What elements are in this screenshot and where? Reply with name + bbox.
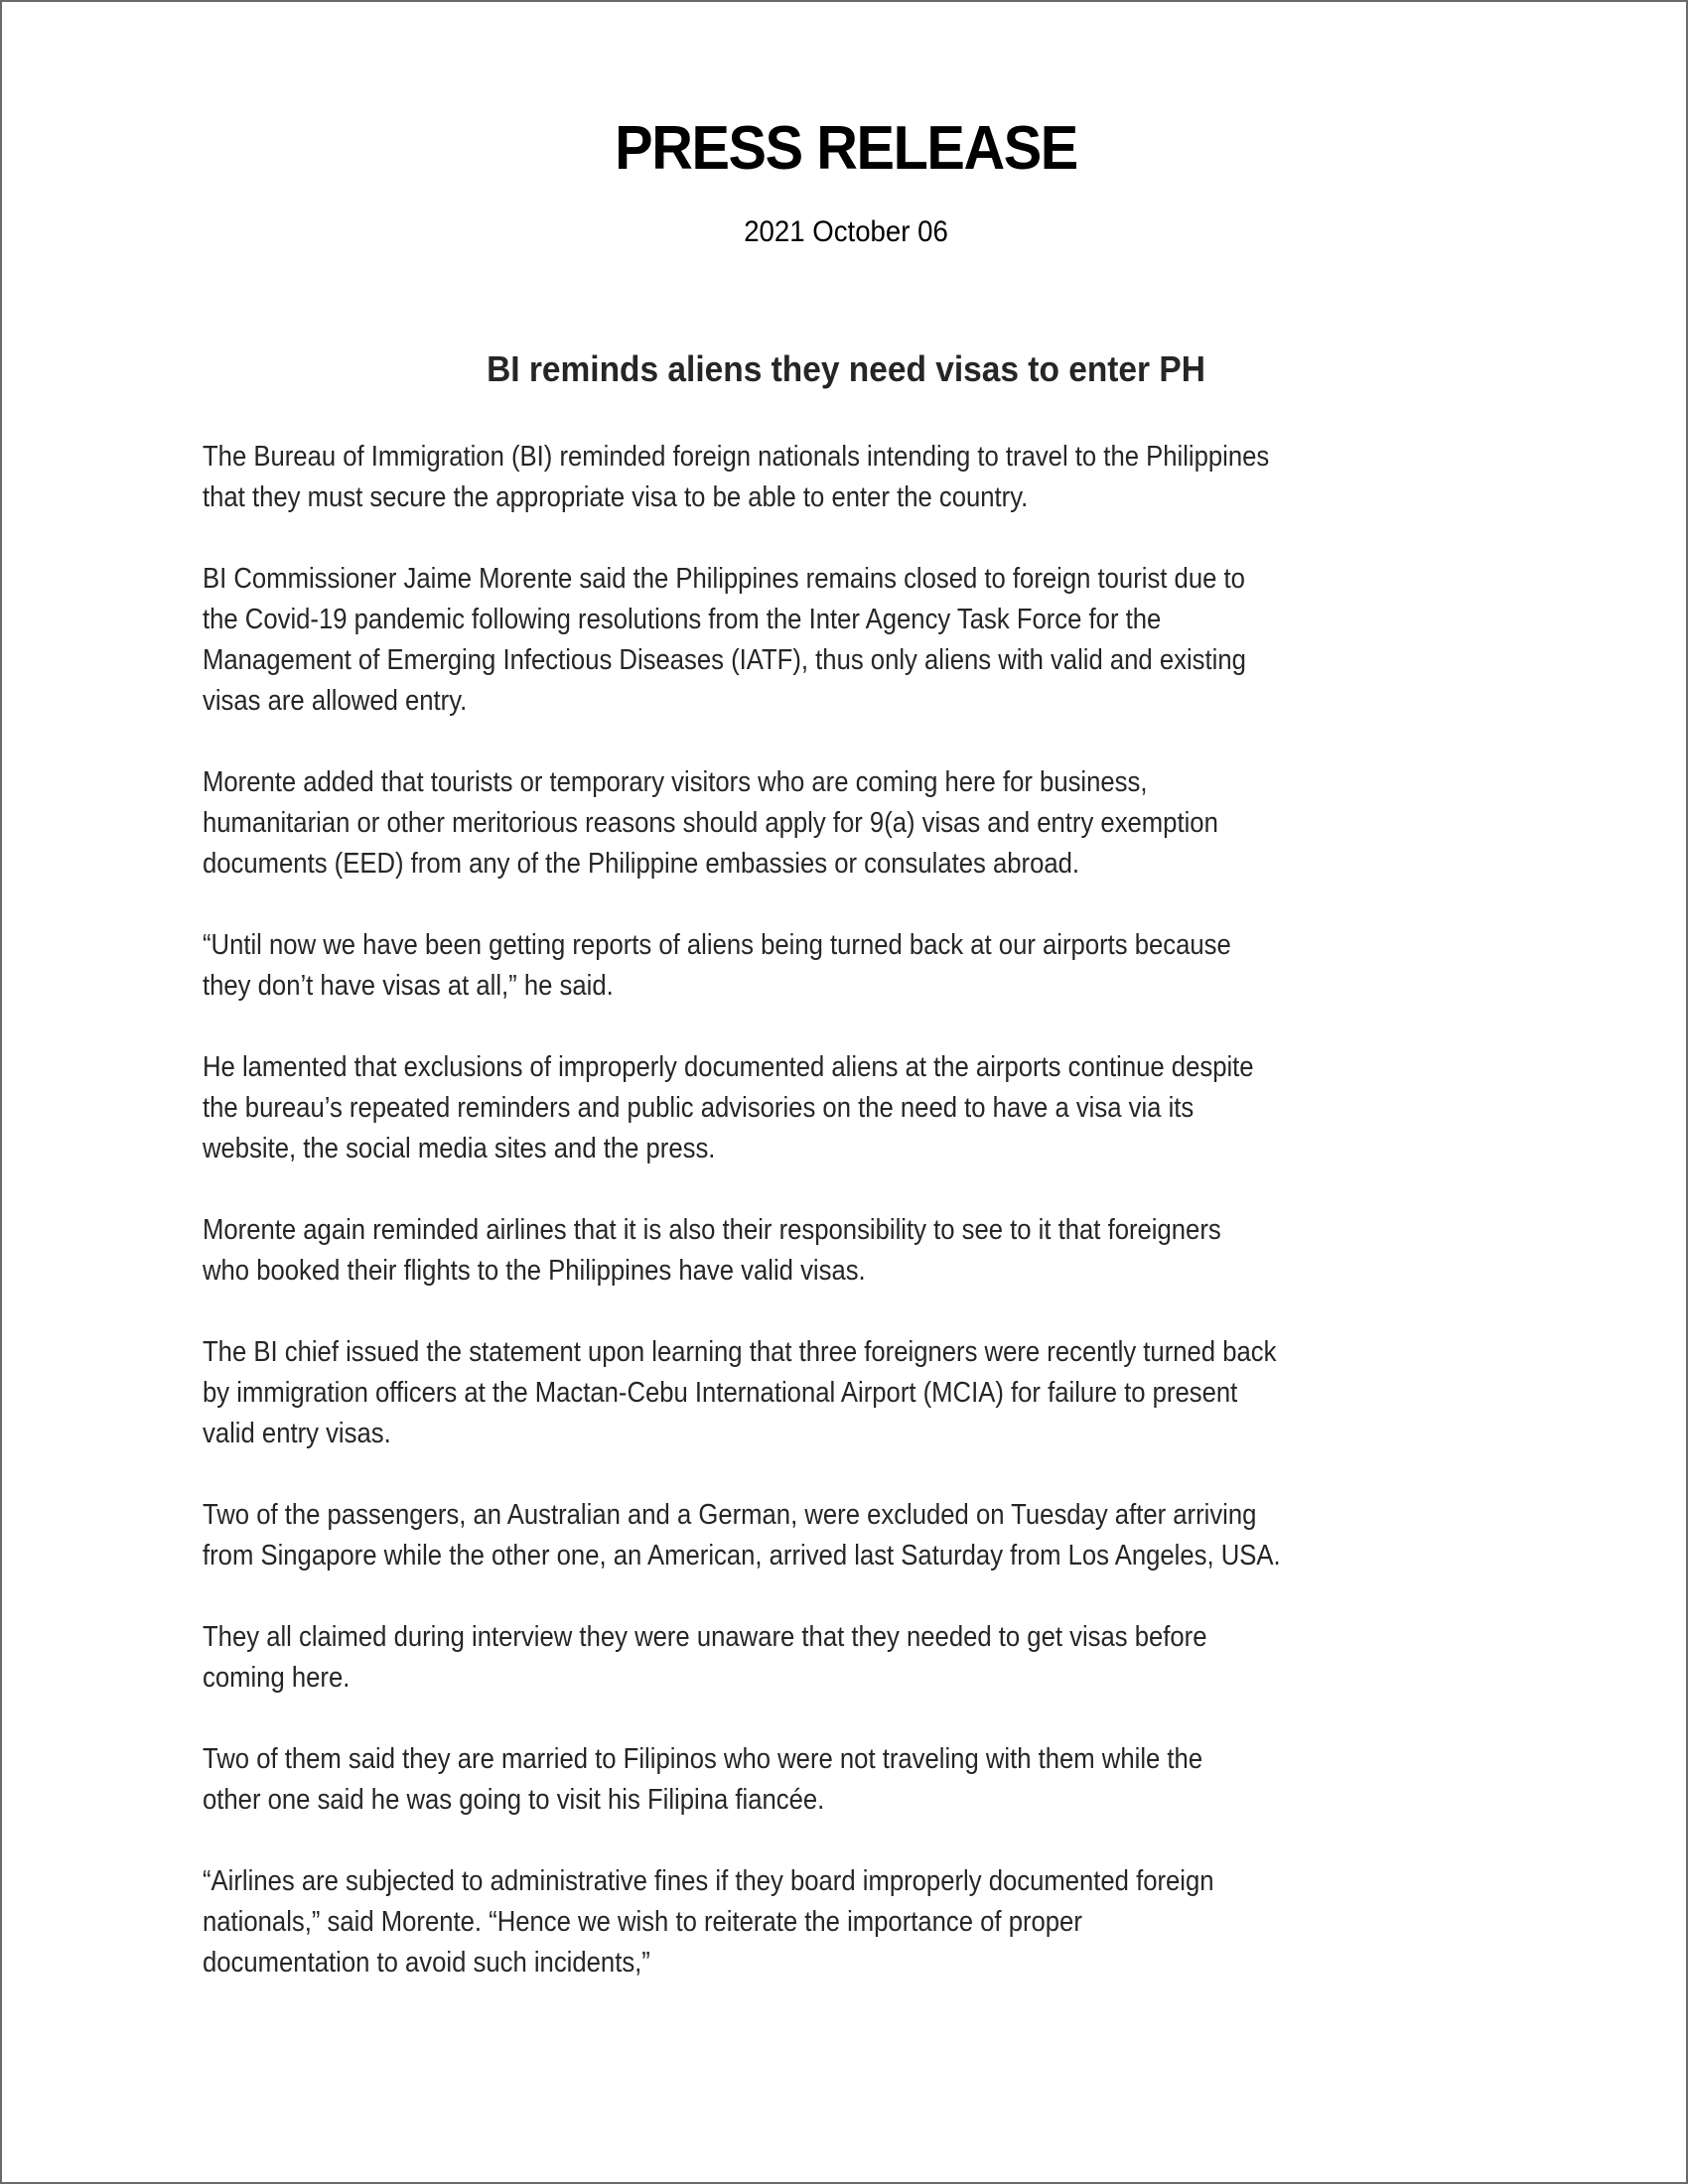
paragraph-line: valid entry visas. [203, 1418, 391, 1449]
paragraph-line: “Airlines are subjected to administrative fines if they board improperly documented foreign [203, 1865, 1214, 1897]
paragraph-line: that they must secure the appropriate visa to be able to enter the country. [203, 481, 1029, 513]
paragraph [203, 1047, 1513, 1169]
paragraph-line: from Singapore while the other one, an American, arrived last Saturday from Los Angeles, USA. [203, 1540, 1281, 1571]
paragraph-line: coming here. [203, 1662, 351, 1694]
paragraph-line: Morente again reminded airlines that it is also their responsibility to see to it that foreigners [203, 1214, 1221, 1246]
paragraph [203, 1495, 1513, 1576]
paragraph-line: The Bureau of Immigration (BI) reminded foreign nationals intending to travel to the Philippines [203, 441, 1270, 473]
paragraph-line: nationals,” said Morente. “Hence we wish to reiterate the importance of proper [203, 1906, 1082, 1938]
paragraph [203, 559, 1513, 722]
paragraph-line: by immigration officers at the Mactan-Cebu International Airport (MCIA) for failure to present [203, 1377, 1238, 1409]
paragraph-line: documentation to avoid such incidents,” [203, 1947, 650, 1979]
paragraph-line: Morente added that tourists or temporary visitors who are coming here for business, [203, 766, 1148, 798]
paragraph-line: Management of Emerging Infectious Diseases (IATF), thus only aliens with valid and existing [203, 644, 1246, 676]
paragraph [203, 1861, 1513, 1983]
paragraph-line: They all claimed during interview they were unaware that they needed to get visas before [203, 1621, 1207, 1653]
paragraph-line: the Covid-19 pandemic following resolutions from the Inter Agency Task Force for the [203, 604, 1162, 635]
paragraph-line: who booked their flights to the Philippines have valid visas. [203, 1255, 866, 1287]
paragraph [203, 1332, 1513, 1454]
headline: BI reminds aliens they need visas to enter PH [487, 348, 1205, 389]
article-body [203, 437, 1513, 2024]
paragraph [203, 925, 1513, 1007]
paragraph-line: “Until now we have been getting reports of aliens being turned back at our airports because [203, 929, 1231, 961]
document-title: PRESS RELEASE [615, 114, 1077, 183]
release-date: 2021 October 06 [744, 215, 948, 248]
paragraph-line: visas are allowed entry. [203, 685, 468, 717]
paragraph-line: Two of the passengers, an Australian and a German, were excluded on Tuesday after arriving [203, 1499, 1257, 1531]
paragraph [203, 1617, 1513, 1699]
paragraph [203, 437, 1513, 518]
paragraph [203, 762, 1513, 885]
paragraph [203, 1739, 1513, 1821]
paragraph-line: BI Commissioner Jaime Morente said the Philippines remains closed to foreign tourist due to [203, 563, 1245, 595]
paragraph-line: they don’t have visas at all,” he said. [203, 970, 614, 1002]
paragraph-line: other one said he was going to visit his Filipina fiancée. [203, 1784, 825, 1816]
paragraph-line: He lamented that exclusions of improperly documented aliens at the airports continue despite [203, 1051, 1254, 1083]
paragraph-line: The BI chief issued the statement upon learning that three foreigners were recently turned back [203, 1336, 1277, 1368]
paragraph-line: documents (EED) from any of the Philippine embassies or consulates abroad. [203, 848, 1080, 880]
paragraph-line: Two of them said they are married to Filipinos who were not traveling with them while the [203, 1743, 1203, 1775]
paragraph [203, 1210, 1513, 1292]
paragraph-line: the bureau’s repeated reminders and public advisories on the need to have a visa via its [203, 1092, 1195, 1124]
paragraph-line: website, the social media sites and the press. [203, 1133, 716, 1164]
paragraph-line: humanitarian or other meritorious reasons should apply for 9(a) visas and entry exemption [203, 807, 1218, 839]
